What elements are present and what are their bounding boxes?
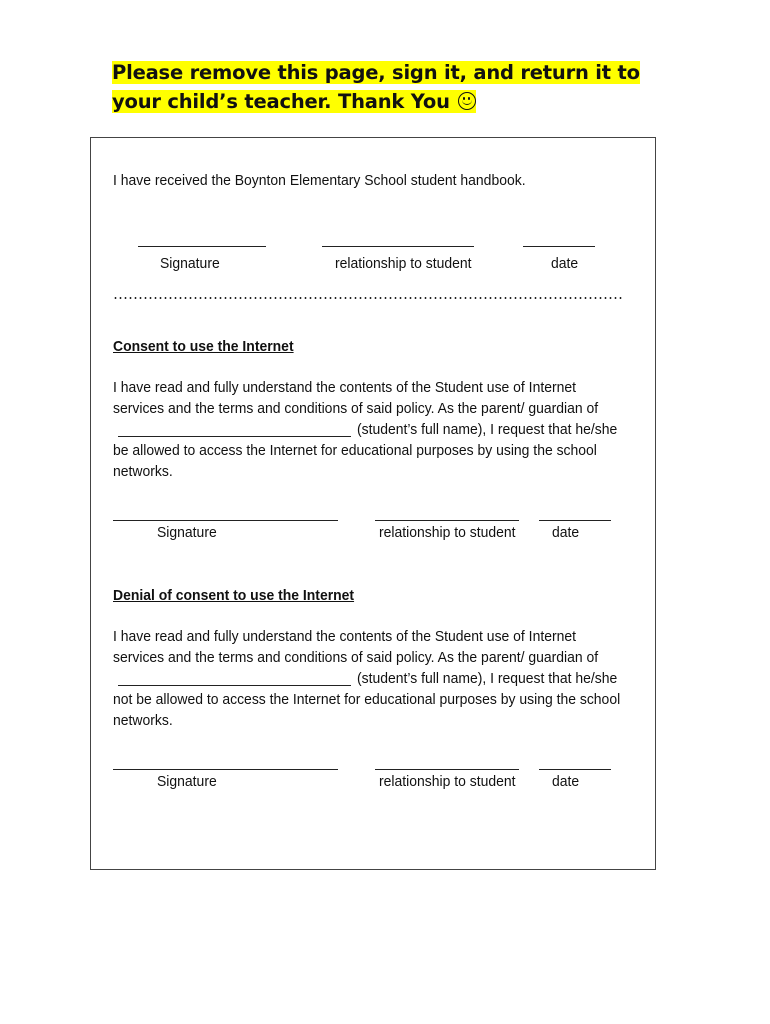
denial-relationship-label: relationship to student <box>379 773 516 790</box>
header-line-1: Please remove this page, sign it, and return it to <box>112 61 640 84</box>
consent-line-5: networks. <box>113 463 173 480</box>
dotted-separator <box>113 296 623 300</box>
consent-line-3: (student’s full name), I request that he/she <box>357 421 618 438</box>
consent-date-label: date <box>552 524 580 541</box>
handbook-signature-label: Signature <box>160 255 220 272</box>
handbook-relationship-label: relationship to student <box>335 255 472 272</box>
consent-line-1: I have read and fully understand the contents of the Student use of Internet <box>113 379 576 396</box>
denial-signature-line[interactable] <box>113 769 338 770</box>
denial-date-line[interactable] <box>539 769 611 770</box>
denial-student-name-line[interactable] <box>118 685 351 686</box>
handbook-relationship-line[interactable] <box>322 246 474 247</box>
denial-signature-label: Signature <box>157 773 217 790</box>
consent-signature-line[interactable] <box>113 520 338 521</box>
denial-line-3: (student’s full name), I request that he/she <box>357 670 618 687</box>
consent-date-line[interactable] <box>539 520 611 521</box>
denial-heading: Denial of consent to use the Internet <box>113 587 355 604</box>
page-header <box>112 58 672 116</box>
smiley-face-icon <box>458 92 476 110</box>
consent-relationship-line[interactable] <box>375 520 519 521</box>
header-line-2: your child’s teacher. Thank You <box>112 90 476 113</box>
denial-line-1: I have read and fully understand the contents of the Student use of Internet <box>113 628 576 645</box>
handbook-date-line[interactable] <box>523 246 595 247</box>
consent-line-2: services and the terms and conditions of said policy. As the parent/ guardian of <box>113 400 599 417</box>
handbook-signature-line[interactable] <box>138 246 266 247</box>
consent-student-name-line[interactable] <box>118 436 351 437</box>
handbook-date-label: date <box>551 255 579 272</box>
denial-relationship-line[interactable] <box>375 769 519 770</box>
denial-line-2: services and the terms and conditions of said policy. As the parent/ guardian of <box>113 649 599 666</box>
consent-relationship-label: relationship to student <box>379 524 516 541</box>
denial-line-5: networks. <box>113 712 173 729</box>
consent-line-4: be allowed to access the Internet for educational purposes by using the school <box>113 442 597 459</box>
denial-line-4: not be allowed to access the Internet for educational purposes by using the school <box>113 691 621 708</box>
consent-heading: Consent to use the Internet <box>113 338 294 355</box>
handbook-statement: I have received the Boynton Elementary School student handbook. <box>113 172 526 189</box>
denial-date-label: date <box>552 773 580 790</box>
consent-signature-label: Signature <box>157 524 217 541</box>
